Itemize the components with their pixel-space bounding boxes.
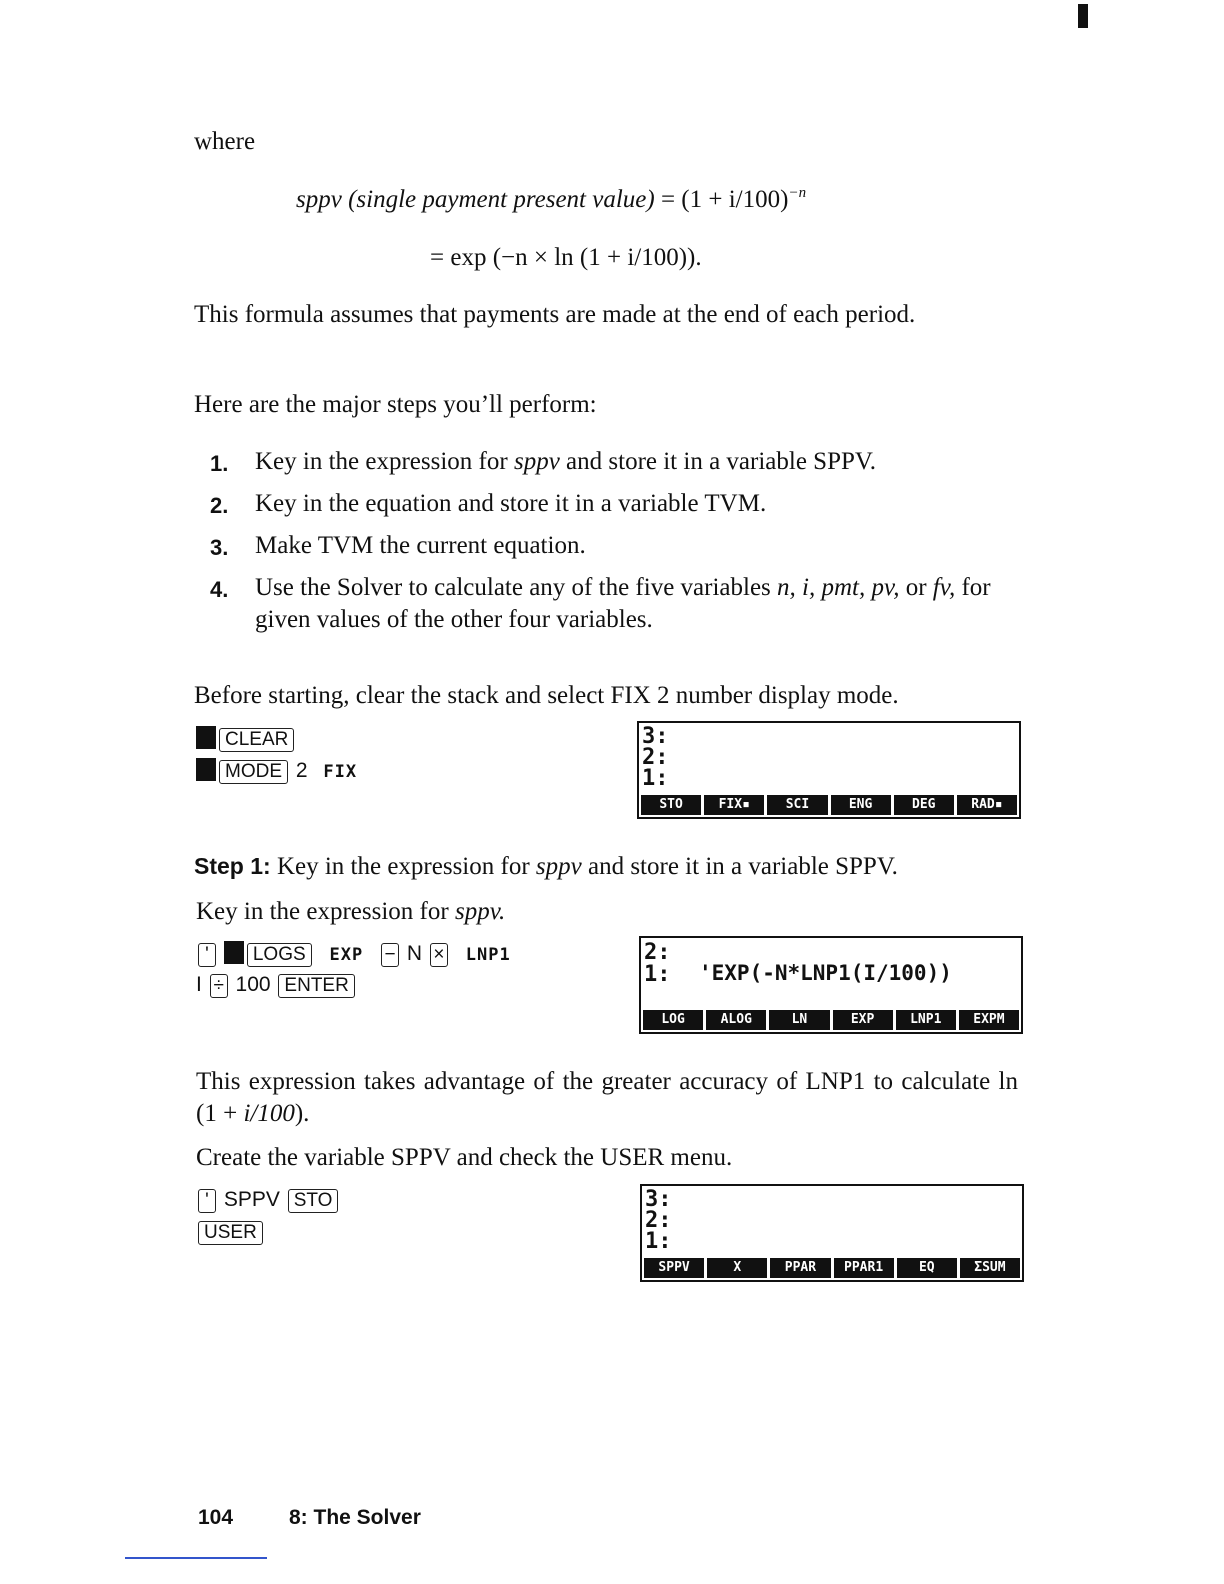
list-number: 3.: [210, 535, 229, 560]
enter-key[interactable]: ENTER: [278, 974, 354, 998]
menu-ppar1[interactable]: PPAR1: [834, 1258, 894, 1278]
times-key[interactable]: ×: [430, 943, 448, 967]
paragraph-before-starting: Before starting, clear the stack and select FIX 2 number display mode.: [194, 682, 899, 709]
text-sppv: SPPV: [223, 1188, 280, 1211]
stack-level-2: 2:: [644, 940, 671, 965]
lnp1-menu-key[interactable]: LNP1: [465, 945, 511, 965]
menu-rad[interactable]: RAD▪: [957, 795, 1017, 815]
stack-level-1: 1:: [645, 1229, 672, 1254]
stack-level-2: 2:: [642, 745, 669, 770]
menu-sppv[interactable]: SPPV: [644, 1258, 704, 1278]
paragraph-create-variable: Create the variable SPPV and check the USER menu.: [196, 1144, 733, 1171]
list-item: Key in the expression for sppv and store it in a variable SPPV.: [255, 448, 876, 475]
formula-exp: = exp (−n × ln (1 + i/100)).: [430, 244, 702, 271]
letter-n: N: [406, 942, 423, 965]
menu-ln[interactable]: LN: [769, 1010, 829, 1030]
formula-lhs: sppv: [296, 186, 342, 213]
menu-eq[interactable]: EQ: [897, 1258, 957, 1278]
list-item: Key in the equation and store it in a variable TVM.: [255, 490, 767, 517]
formula-description: (single payment present value): [348, 186, 655, 213]
paragraph-lnp1: This expression takes advantage of the greater accuracy of LNP1 to calculate ln (1 + i/100).: [196, 1068, 1018, 1127]
mode-key[interactable]: MODE: [219, 760, 288, 784]
stack-level-3: 3:: [645, 1187, 672, 1212]
clear-key[interactable]: CLEAR: [219, 728, 294, 752]
list-number: 1.: [210, 451, 229, 476]
menu-sci[interactable]: SCI: [767, 795, 827, 815]
list-item: Use the Solver to calculate any of the five variables n, i, pmt, pv, or fv, for given values of the other four variables.: [255, 574, 991, 633]
menu-fix[interactable]: FIX▪: [704, 795, 764, 815]
divide-key[interactable]: ÷: [210, 974, 228, 998]
menu-sto[interactable]: STO: [641, 795, 701, 815]
stack-level-1: 1:: [642, 766, 669, 791]
menu-bar: [643, 1010, 1019, 1030]
formula-sppv: [296, 184, 806, 216]
corner-mark: [1078, 4, 1088, 28]
user-key[interactable]: USER: [198, 1221, 263, 1245]
menu-sigma-sum[interactable]: ΣSUM: [960, 1258, 1020, 1278]
keystrokes-expression-line1: [196, 939, 521, 970]
logs-key[interactable]: LOGS: [247, 943, 312, 967]
keystrokes-mode: [196, 756, 367, 787]
chapter-title: 8: The Solver: [289, 1506, 421, 1529]
tick-key[interactable]: ': [198, 1189, 216, 1213]
calculator-display-1: [637, 721, 1021, 819]
menu-eng[interactable]: ENG: [831, 795, 891, 815]
stack-level-3: 3:: [642, 724, 669, 749]
exp-menu-key[interactable]: EXP: [329, 945, 364, 965]
formula-exponent: −n: [788, 185, 807, 201]
left-shift-key[interactable]: [196, 758, 216, 781]
page-number: 104: [198, 1506, 234, 1529]
sto-key[interactable]: STO: [288, 1189, 339, 1213]
menu-alog[interactable]: ALOG: [706, 1010, 766, 1030]
menu-ppar[interactable]: PPAR: [770, 1258, 830, 1278]
menu-bar: [644, 1258, 1020, 1278]
step-1-heading: Step 1: Key in the expression for sppv and store it in a variable SPPV.: [194, 853, 898, 880]
left-shift-key[interactable]: [224, 941, 244, 964]
keystrokes-expression-line2: [196, 970, 357, 1000]
menu-lnp1[interactable]: LNP1: [896, 1010, 956, 1030]
stack-level-1: 1:: [644, 962, 671, 987]
menu-expm[interactable]: EXPM: [959, 1010, 1019, 1030]
where-text: where: [194, 128, 256, 155]
digit-two: 2: [295, 759, 308, 782]
letter-i: I: [196, 973, 202, 996]
list-number: 2.: [210, 493, 229, 518]
calculator-display-2: [639, 936, 1023, 1034]
menu-exp[interactable]: EXP: [833, 1010, 893, 1030]
keystrokes-store: [196, 1185, 340, 1215]
keystrokes-user: [196, 1217, 265, 1247]
menu-log[interactable]: LOG: [643, 1010, 703, 1030]
fix-menu-key[interactable]: FIX: [323, 762, 358, 782]
keystrokes-clear: [196, 724, 296, 754]
stack-level-2: 2:: [645, 1208, 672, 1233]
list-item: Make TVM the current equation.: [255, 532, 586, 559]
menu-deg[interactable]: DEG: [894, 795, 954, 815]
stack-value: 'EXP(-N*LNP1(I/100)): [699, 961, 952, 985]
formula-rhs: = (1 + i/100): [660, 186, 789, 213]
paragraph-key-in: Key in the expression for sppv.: [196, 898, 506, 925]
left-shift-key[interactable]: [196, 726, 216, 749]
number-100: 100: [235, 973, 271, 996]
footer-rule: [125, 1557, 267, 1559]
minus-key[interactable]: −: [381, 943, 399, 967]
calculator-display-3: [640, 1184, 1024, 1282]
paragraph-assumption: This formula assumes that payments are made at the end of each period.: [194, 301, 916, 328]
menu-x[interactable]: X: [707, 1258, 767, 1278]
menu-bar: [641, 795, 1017, 815]
paragraph-steps-intro: Here are the major steps you’ll perform:: [194, 391, 597, 418]
list-number: 4.: [210, 577, 229, 602]
step-label: Step 1:: [194, 853, 271, 879]
tick-key[interactable]: ': [198, 943, 216, 967]
